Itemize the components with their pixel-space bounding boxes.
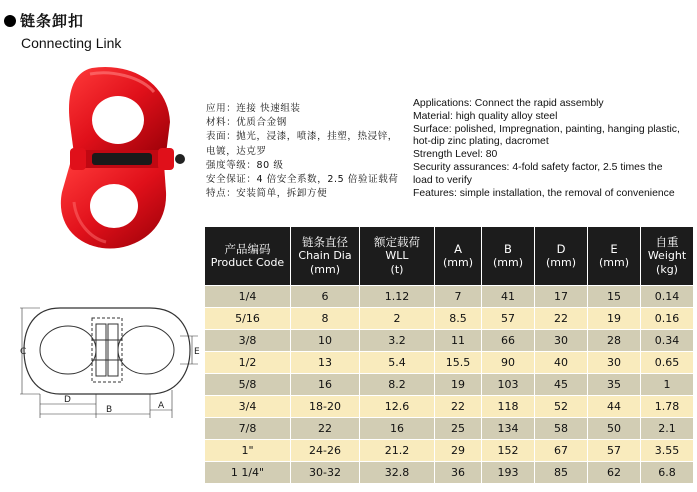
- table-cell: 1 1/4": [205, 462, 290, 483]
- table-cell: 29: [435, 440, 481, 461]
- table-cell: 41: [482, 286, 534, 307]
- table-row: [205, 440, 693, 461]
- connecting-link-photo: [30, 62, 195, 252]
- spec-line: 特点：安装简单，拆卸方便: [206, 188, 328, 200]
- table-cell: 58: [535, 418, 587, 439]
- table-cell: 21.2: [360, 440, 434, 461]
- table-cell: 0.34: [641, 330, 693, 351]
- table-cell: 2: [360, 308, 434, 329]
- table-cell: 5/8: [205, 374, 290, 395]
- table-cell: 13: [291, 352, 359, 373]
- table-row: [205, 374, 693, 395]
- table-cell: 15.5: [435, 352, 481, 373]
- table-cell: 35: [588, 374, 640, 395]
- table-cell: 17: [535, 286, 587, 307]
- table-cell: 52: [535, 396, 587, 417]
- table-header-row: [205, 227, 693, 285]
- col-header-d: D (mm): [535, 227, 587, 285]
- table-cell: 32.8: [360, 462, 434, 483]
- table-cell: 25: [435, 418, 481, 439]
- table-cell: 85: [535, 462, 587, 483]
- spec-line: 表面：抛光，浸漆，喷漆，挂塑，热浸锌，: [206, 131, 398, 143]
- col-header-b: B (mm): [482, 227, 534, 285]
- table-cell: 10: [291, 330, 359, 351]
- table-cell: 30-32: [291, 462, 359, 483]
- table-cell: 8.2: [360, 374, 434, 395]
- table-cell: 152: [482, 440, 534, 461]
- table-cell: 193: [482, 462, 534, 483]
- dim-label-b: B: [106, 405, 113, 415]
- table-cell: 30: [588, 352, 640, 373]
- table-row: [205, 396, 693, 417]
- table-cell: 19: [435, 374, 481, 395]
- table-cell: 11: [435, 330, 481, 351]
- table-cell: 22: [291, 418, 359, 439]
- table-cell: 57: [482, 308, 534, 329]
- table-cell: 103: [482, 374, 534, 395]
- table-cell: 0.16: [641, 308, 693, 329]
- table-cell: 6: [291, 286, 359, 307]
- table-cell: 36: [435, 462, 481, 483]
- table-cell: 3.2: [360, 330, 434, 351]
- table-cell: 57: [588, 440, 640, 461]
- spec-line: 电镀，达克罗: [206, 145, 267, 157]
- col-header-weight: 自重 Weight (kg): [641, 227, 693, 285]
- table-cell: 3/4: [205, 396, 290, 417]
- table-cell: 0.14: [641, 286, 693, 307]
- spec-line: Applications: Connect the rapid assembly: [413, 98, 604, 109]
- table-row: [205, 462, 693, 483]
- table-cell: 44: [588, 396, 640, 417]
- table-body: [205, 286, 693, 483]
- table-row: [205, 286, 693, 307]
- spec-line: Material: high quality alloy steel: [413, 110, 558, 122]
- spec-table: [204, 226, 694, 484]
- table-cell: 45: [535, 374, 587, 395]
- table-cell: 90: [482, 352, 534, 373]
- table-row: [205, 308, 693, 329]
- table-cell: 40: [535, 352, 587, 373]
- table-row: [205, 330, 693, 351]
- table-cell: 118: [482, 396, 534, 417]
- dim-label-e: E: [194, 347, 200, 357]
- title-english: Connecting Link: [21, 35, 122, 51]
- table-cell: 18-20: [291, 396, 359, 417]
- table-cell: 1.78: [641, 396, 693, 417]
- col-header-chain-dia: 链条直径 Chain Dia (mm): [291, 227, 359, 285]
- table-cell: 6.8: [641, 462, 693, 483]
- table-cell: 0.65: [641, 352, 693, 373]
- table-cell: 3.55: [641, 440, 693, 461]
- dim-label-d: D: [64, 395, 71, 405]
- table-cell: 1/4: [205, 286, 290, 307]
- table-cell: 8: [291, 308, 359, 329]
- spec-line: Strength Level: 80: [413, 149, 498, 161]
- specs-chinese: [206, 102, 406, 201]
- table-cell: 22: [535, 308, 587, 329]
- table-cell: 24-26: [291, 440, 359, 461]
- spec-line: 材料：优质合金钢: [206, 117, 287, 129]
- col-header-e: E (mm): [588, 227, 640, 285]
- dimension-drawing: [20, 300, 200, 420]
- table-cell: 7/8: [205, 418, 290, 439]
- table-cell: 66: [482, 330, 534, 351]
- table-cell: 1: [641, 374, 693, 395]
- table-cell: 16: [291, 374, 359, 395]
- table-cell: 7: [435, 286, 481, 307]
- table-cell: 67: [535, 440, 587, 461]
- table-cell: 1.12: [360, 286, 434, 307]
- table-cell: 5.4: [360, 352, 434, 373]
- table-cell: 28: [588, 330, 640, 351]
- table-cell: 16: [360, 418, 434, 439]
- table-cell: 5/16: [205, 308, 290, 329]
- dim-label-a: A: [158, 401, 165, 411]
- table-cell: 50: [588, 418, 640, 439]
- table-cell: 1": [205, 440, 290, 461]
- spec-line: Surface: polished, Impregnation, painting, hanging plastic,: [413, 123, 680, 135]
- table-cell: 30: [535, 330, 587, 351]
- title-chinese: 链条卸扣: [20, 12, 85, 30]
- table-row: [205, 418, 693, 439]
- spec-line: 应用：连接 快速组装: [206, 103, 301, 114]
- page-header: [4, 10, 121, 51]
- spec-line: 安全保证：4 倍安全系数，2.5 倍验证载荷: [206, 174, 399, 186]
- spec-line: Features: simple installation, the removal of convenience: [413, 187, 675, 199]
- col-header-wll: 额定载荷 WLL (t): [360, 227, 434, 285]
- table-cell: 19: [588, 308, 640, 329]
- spec-line: hot-dip zinc plating, dacromet: [413, 136, 549, 148]
- table-cell: 8.5: [435, 308, 481, 329]
- bullet-icon: [4, 15, 16, 27]
- table-row: [205, 352, 693, 373]
- col-header-product-code: 产品编码 Product Code: [205, 227, 290, 285]
- table-cell: 22: [435, 396, 481, 417]
- spec-line: 强度等级：80 级: [206, 159, 284, 171]
- table-cell: 62: [588, 462, 640, 483]
- spec-line: Security assurances: 4-fold safety factor, 2.5 times the: [413, 161, 663, 173]
- table-cell: 134: [482, 418, 534, 439]
- table-cell: 2.1: [641, 418, 693, 439]
- table-cell: 12.6: [360, 396, 434, 417]
- spec-line: load to verify: [413, 174, 472, 186]
- col-header-a: A (mm): [435, 227, 481, 285]
- title-row: [4, 10, 121, 31]
- table-cell: 15: [588, 286, 640, 307]
- table-cell: 1/2: [205, 352, 290, 373]
- table-cell: 3/8: [205, 330, 290, 351]
- dim-label-c: C: [20, 347, 27, 357]
- specs-english: [413, 98, 697, 200]
